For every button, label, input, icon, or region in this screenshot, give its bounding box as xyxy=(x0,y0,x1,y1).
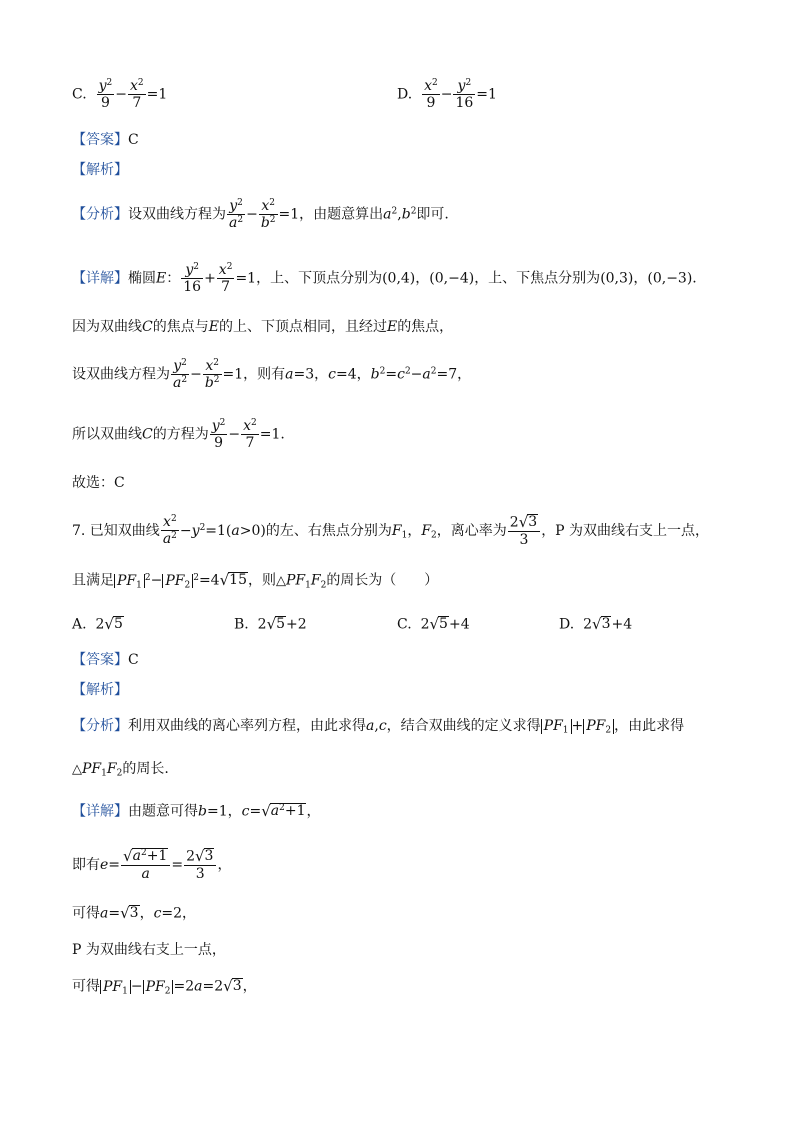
q7-option-d: D. 2 √ 3 +4 xyxy=(559,614,633,633)
option-label: C. xyxy=(72,86,87,103)
fenxi-tag: 【分析】 xyxy=(72,206,128,223)
question-7-line1: 7. 已知双曲线 $\frac{x^2}{a^2}$ $-y^2=1(a>0)$的左、右焦点分别为$F_1$，$F_2$，离心率为 2 √ 3 3 ，P 为双曲线右支上一点， xyxy=(72,512,710,548)
text: 因为双曲线 xyxy=(72,319,142,335)
text: 的左、右焦点分别为 xyxy=(265,522,392,539)
answer-tag: 【答案】 xyxy=(72,132,128,148)
text: ，由题意算出 xyxy=(299,206,384,223)
text: ，上、下顶点分别为 xyxy=(256,270,383,287)
fenxi-line-2: 【分析】利用双曲线的离心率列方程，由此求得a,c，结合双曲线的定义求得 $PF_1 + PF_2$ ，由此求得 xyxy=(72,718,685,736)
analysis-tag-2: 【解析】 xyxy=(72,682,128,698)
because-line: 因为双曲线C的焦点与E的上、下顶点相同，且经过E的焦点， xyxy=(72,319,454,335)
answer-value: C xyxy=(128,132,139,148)
option-label: C. xyxy=(397,616,412,633)
xiangjie-tag: 【详解】 xyxy=(72,803,128,820)
so-line: 所以双曲线C的方程为 $\frac{y^2}{9}$ − $\frac{x^2}{7}$ =1. xyxy=(72,418,285,452)
fenxi-tag: 【分析】 xyxy=(72,718,128,734)
option-label: D. xyxy=(559,616,575,633)
text: 且满足 xyxy=(72,572,114,589)
xiangjie-line-2: 【详解】由题意可得b=1，c= √ $a^2+1$ ， xyxy=(72,801,321,820)
set-line: 设双曲线方程为 $\frac{y^2}{a^2}$ − $\frac{x^2}{b^2}$ =1，则有a=3，c=4，$b^2=c^2-a^2=7$， xyxy=(72,358,472,392)
kede-line-1: 可得a= √ 3 ，c=2， xyxy=(72,903,197,922)
text: 的周长为（ ） xyxy=(326,572,439,589)
question-number: 7. 已知双曲线 xyxy=(72,522,160,539)
text: 可得 xyxy=(72,905,100,922)
answer-tag: 【答案】 xyxy=(72,652,128,668)
jiyou-line: 即有e= √ $a^2+1$ a = 2 √ 3 3 ， xyxy=(72,846,232,882)
text: 可得 xyxy=(72,978,100,995)
xiangjie-tag: 【详解】 xyxy=(72,270,128,287)
text: 设双曲线方程为 xyxy=(72,366,170,383)
text: 椭圆 xyxy=(128,270,156,287)
xiangjie-line: 【详解】椭圆E： $\frac{y^2}{16}$ + $\frac{x^2}{7}$ =1，上、下顶点分别为(0,4)，(0,−4)，上、下焦点分别为(0,3)，(0,−3). xyxy=(72,262,697,296)
text: 的焦点， xyxy=(397,319,454,335)
text: 即可. xyxy=(416,206,449,223)
answer-value: C xyxy=(128,652,139,668)
option-label: A. xyxy=(72,616,87,633)
text: 即有 xyxy=(72,856,100,873)
question-7-line2: 且满足 $PF_1^2- PF_2^2=4$ √ 15 ，则$\triangle PF_1F_2$的周长为（ ） xyxy=(72,570,439,591)
answer-line-2 xyxy=(72,653,139,667)
analysis-tag: 【解析】 xyxy=(72,162,128,178)
text: ，P 为双曲线右支上一点， xyxy=(541,522,710,539)
q7-option-c: C. 2 √ 5 +4 xyxy=(397,614,470,633)
text: 的上、下顶点相同，且经过 xyxy=(218,319,387,335)
text: 的方程为 xyxy=(152,426,209,443)
kede-line-2: 可得 $PF_1 - PF_2 =2a=2$ √ 3 ， xyxy=(72,976,257,997)
fenxi-line: 【分析】设双曲线方程为 $\frac{y^2}{a^2}$ − $\frac{x^2}{b^2}$ =1，由题意算出$a^2,b^2$即可. xyxy=(72,198,449,232)
text: ，由此求得 xyxy=(614,718,685,734)
p-line: P 为双曲线右支上一点， xyxy=(72,942,226,958)
text: 利用双曲线的离心率列方程，由此求得 xyxy=(128,718,366,734)
text: ，则 xyxy=(247,572,276,589)
q7-option-a: A. 2 √ 5 xyxy=(72,614,123,633)
text: 设双曲线方程为 xyxy=(128,206,226,223)
answer-line xyxy=(72,133,139,147)
option-c: C. $\frac{y^2}{9}$ − $\frac{x^2}{7}$ =1 xyxy=(72,78,168,112)
fenxi-line-2b: $\triangle PF_1F_2$的周长. xyxy=(72,761,169,779)
option-label: D. xyxy=(397,86,413,103)
text: ，离心率为 xyxy=(436,522,507,539)
text: 的周长. xyxy=(122,761,169,777)
text: 由题意可得 xyxy=(128,803,198,820)
text: 所以双曲线 xyxy=(72,426,142,443)
text: ，结合双曲线的定义求得 xyxy=(386,718,541,734)
text: ，则有 xyxy=(243,366,286,383)
option-d: D. $\frac{x^2}{9}$ − $\frac{y^2}{16}$ =1 xyxy=(397,78,497,112)
text: ，上、下焦点分别为 xyxy=(474,270,601,287)
choose-line: 故选：C xyxy=(72,475,125,491)
option-label: B. xyxy=(234,616,249,633)
q7-option-b: B. 2 √ 5 +2 xyxy=(234,614,307,633)
text: 的焦点与 xyxy=(152,319,209,335)
